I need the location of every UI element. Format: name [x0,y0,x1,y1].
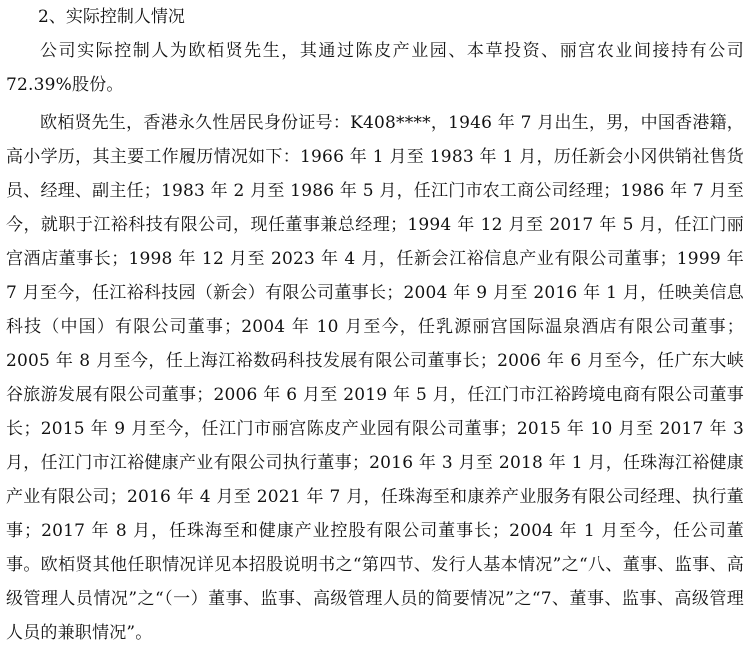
controller-paragraph: 公司实际控制人为欧栢贤先生，其通过陈皮产业园、本草投资、丽宫农业间接持有公司 72.39%股份。 [6,41,744,95]
section-heading: 2、实际控制人情况 [38,7,185,27]
biography-paragraph: 欧栢贤先生，香港永久性居民身份证号：K408****，1946 年 7 月出生，男，中国香港籍，高小学历，其主要工作履历情况如下：1966 年 1 月至 1983 年 1 月，历任新会小冈供销社售货员、经理、副主任；1983 年 2 月至 1986 年 5 月，任江门市农工商公司经理；1986 年 7 月至今，就职于江裕科技有限公司，现任董事兼总经理；1994 年 12 月至 2017 年 5 月，任江门丽宫酒店董事长；1998 年 12 月至 2023 年 4 月，任新会江裕信息产业有限公司董事；1999 年 7 月至今，任江裕科技园（新会）有限公司董事长；2004 年 9 月至 2016 年 1 月，任映美信息科技（中国）有限公司董事；2004 年 10 月至今，任乳源丽宫国际温泉酒店有限公司董事；2005 年 8 月至今，任上海江裕数码科技发展有限公司董事长；2006 年 6 月至今，任广东大峡谷旅游发展有限公司董事；2006 年 6 月至 2019 年 5 月，任江门市江裕跨境电商有限公司董事长；2015 年 9 月至今，任江门市丽宫陈皮产业园有限公司董事；2015 年 10 月至 2017 年 3 月，任江门市江裕健康产业有限公司执行董事；2016 年 3 月至 2018 年 1 月，任珠海江裕健康产业有限公司；2016 年 4 月至 2021 年 7 月，任珠海至和康养产业服务有限公司经理、执行董事；2017 年 8 月，任珠海至和健康产业控股有限公司董事长；2004 年 1 月至今，任公司董事。欧栢贤其他任职情况详见本招股说明书之“第四节、发行人基本情况”之“八、董事、监事、高级管理人员情况”之“（一）董事、监事、高级管理人员的简要情况”之“7、董事、监事、高级管理人员的兼职情况”。 [6,113,744,643]
